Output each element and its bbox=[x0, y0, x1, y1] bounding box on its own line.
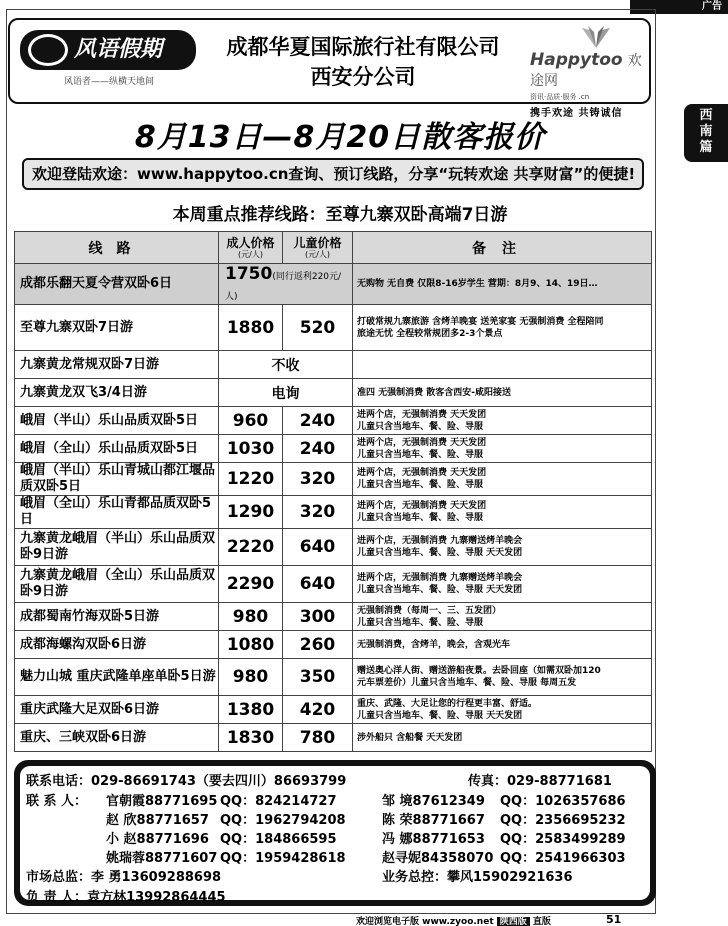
route-name: 九寨黄龙双飞3/4日游 bbox=[15, 379, 219, 407]
note-line: 涉外船只 含船餐 天天发团 bbox=[357, 732, 463, 743]
contact-phone: 029-86691743（要去四川）86693799 bbox=[91, 774, 347, 789]
contact-fax-row: 传真：029-88771681 bbox=[468, 774, 612, 789]
route-note bbox=[353, 264, 652, 305]
note-line: 无强制消费，含烤羊，晚会，含观光车 bbox=[357, 639, 511, 650]
adult-price: 1380 bbox=[219, 696, 283, 724]
contact-person: 姚瑞蓉88771607 bbox=[106, 851, 218, 866]
child-price: 780 bbox=[283, 724, 353, 752]
business-row: 业务总控：攀风15902921636 bbox=[382, 870, 573, 885]
note-line: 儿童只含当地车、餐、险、导服 bbox=[357, 617, 484, 628]
brand-cn: 欢途网 bbox=[530, 53, 642, 89]
child-price: 350 bbox=[283, 659, 353, 696]
contact-phone-row: 联系电话：029-86691743（要去四川）86693799 bbox=[26, 774, 347, 789]
note-line: 进两个店，无强制消费 九寨赠送烤羊晚会 bbox=[357, 536, 523, 546]
page-title: 8月13日—8月20日散客报价 bbox=[134, 120, 546, 155]
route-name: 峨眉（半山）乐山青城山都江堰品质双卧5日 bbox=[15, 463, 219, 496]
child-price: 420 bbox=[283, 696, 353, 724]
route-name: 成都海螺沟双卧6日游 bbox=[15, 631, 219, 659]
note-line: 打破常规九寨旅游 含烤羊晚宴 送羌家宴 无强制消费 全程陪同 bbox=[357, 316, 604, 327]
logo-text: 风语假期 bbox=[74, 37, 163, 62]
header-route: 线路 bbox=[15, 232, 219, 264]
happytoo-brand bbox=[530, 32, 650, 119]
child-price: 640 bbox=[283, 566, 353, 603]
contact-qq: QQ：2356695232 bbox=[500, 813, 626, 828]
contact-qq: QQ：2541966303 bbox=[500, 851, 626, 866]
note-line: 进两个店，无强制消费 天天发团 bbox=[357, 468, 487, 478]
logo-slogan: 风语者——纵横天地间 bbox=[64, 77, 155, 87]
note-line: 进两个店，无强制消费 天天发团 bbox=[357, 437, 487, 448]
route-note bbox=[353, 305, 652, 351]
brand-small: 资讯·品质·服务 .cn bbox=[530, 93, 590, 101]
route-note bbox=[353, 351, 652, 379]
adult-price: 1290 bbox=[219, 496, 283, 529]
table-row bbox=[15, 603, 652, 631]
note-line: 旅途无忧 全程较常规团多2-3个景点 bbox=[357, 328, 503, 339]
table-row bbox=[15, 305, 652, 351]
footer-edition: 陕西版 bbox=[497, 917, 530, 926]
contact-person: 冯 娜88771653 bbox=[382, 832, 485, 847]
contact-person: 陈 荣88771667 bbox=[382, 813, 485, 828]
note-line: 进两个店，无强制消费 天天发团 bbox=[357, 501, 487, 511]
table-row bbox=[15, 463, 652, 496]
table-row bbox=[15, 724, 652, 752]
footer-text: 欢迎浏览电子版 www.zyoo.net bbox=[356, 917, 494, 926]
child-price: 260 bbox=[283, 631, 353, 659]
route-note bbox=[353, 724, 652, 752]
note-line: 无强制消费（每周一、三、五发团） bbox=[357, 605, 502, 616]
route-note bbox=[353, 435, 652, 463]
child-price: 240 bbox=[283, 407, 353, 435]
adult-price: 960 bbox=[219, 407, 283, 435]
note-line: 元车票差价）儿童只含当地车、餐、险、导服 每周五发 bbox=[357, 678, 577, 688]
table-row bbox=[15, 696, 652, 724]
contact-person: 赵 欣88771657 bbox=[106, 813, 209, 828]
footer-kind: 直版 bbox=[532, 917, 551, 926]
note-line: 重庆、武隆、大足让您的行程更丰富、舒适。 bbox=[357, 698, 538, 709]
adult-price: 1750(同行返利220元/人) bbox=[219, 264, 353, 305]
route-note bbox=[353, 659, 652, 696]
region-tab-char: 篇 bbox=[699, 140, 713, 155]
note-line: 儿童只含当地车、餐、险、导服 bbox=[357, 513, 484, 523]
butterfly-icon bbox=[578, 26, 614, 50]
header-adult: 成人价格 (元/人) bbox=[219, 232, 283, 264]
note-line: 儿童只含当地车、餐、险、导服 bbox=[357, 480, 484, 490]
adult-price: 1220 bbox=[219, 463, 283, 496]
header-child: 儿童价格 (元/人) bbox=[283, 232, 353, 264]
market-row: 市场总监：李 勇13609288698 bbox=[26, 870, 222, 885]
route-name: 峨眉（全山）乐山品质双卧5日 bbox=[15, 435, 219, 463]
contact-person: 赵寻妮84358070 bbox=[382, 851, 494, 866]
brand-en: Happytoo bbox=[530, 50, 623, 70]
table-row bbox=[15, 435, 652, 463]
contact-fax: 029-88771681 bbox=[507, 774, 612, 789]
contact-qq: QQ：184866595 bbox=[220, 832, 337, 847]
contact-panel bbox=[14, 760, 656, 906]
child-price: 640 bbox=[283, 529, 353, 566]
ad-label: 广告 bbox=[630, 0, 728, 14]
note-line: 儿童只含当地车、餐、险、导服 天天发团 bbox=[357, 710, 523, 721]
header-note: 备注 bbox=[353, 232, 652, 264]
route-name: 峨眉（全山）乐山青都品质双卧5日 bbox=[15, 496, 219, 529]
route-name: 九寨黄龙常规双卧7日游 bbox=[15, 351, 219, 379]
route-note bbox=[353, 603, 652, 631]
adult-price: 1080 bbox=[219, 631, 283, 659]
table-header bbox=[15, 232, 652, 264]
company-line1: 成都华夏国际旅行社有限公司 bbox=[226, 35, 500, 59]
region-tab-char: 西 bbox=[699, 108, 713, 123]
route-note bbox=[353, 696, 652, 724]
note-line: 进两个店，无强制消费 天天发团 bbox=[357, 409, 487, 420]
child-price: 520 bbox=[283, 305, 353, 351]
region-tab-char: 南 bbox=[699, 124, 713, 139]
route-note bbox=[353, 407, 652, 435]
adult-price: 980 bbox=[219, 603, 283, 631]
route-note bbox=[353, 463, 652, 496]
child-price: 320 bbox=[283, 463, 353, 496]
route-name: 成都乐翻天夏令营双卧6日 bbox=[15, 264, 219, 305]
route-note bbox=[353, 631, 652, 659]
brand-tagline: 携手欢途 共铸诚信 bbox=[530, 108, 623, 119]
route-name: 九寨黄龙峨眉（半山）乐山品质双卧9日游 bbox=[15, 529, 219, 566]
recommended-line: 本周重点推荐线路：至尊九寨双卧高端7日游 bbox=[172, 205, 508, 225]
head-row: 负 责 人：袁方林13992864445 bbox=[26, 890, 226, 905]
child-price: 240 bbox=[283, 435, 353, 463]
table-row bbox=[15, 351, 652, 379]
logo-mark-icon bbox=[28, 34, 68, 66]
adult-price: 1880 bbox=[219, 305, 283, 351]
note-line: 儿童只含当地车、餐、险、导服 bbox=[357, 421, 484, 432]
table-row bbox=[15, 529, 652, 566]
adult-price: 2220 bbox=[219, 529, 283, 566]
contact-qq: QQ：1962794208 bbox=[220, 813, 346, 828]
route-note bbox=[353, 566, 652, 603]
adult-price-note: (同行返利220元/人) bbox=[225, 272, 342, 302]
business-director: 攀风15902921636 bbox=[447, 870, 573, 885]
page-number: 51 bbox=[606, 913, 622, 926]
price-table bbox=[14, 231, 652, 752]
website-banner: 欢迎登陆欢途：www.happytoo.cn查询、预订线路，分享“玩转欢途 共享财富”的便捷! bbox=[22, 158, 644, 190]
table-row bbox=[15, 379, 652, 407]
price-merged: 电询 bbox=[219, 379, 353, 407]
adult-price: 1030 bbox=[219, 435, 283, 463]
route-name: 峨眉（半山）乐山品质双卧5日 bbox=[15, 407, 219, 435]
note-line: 儿童只含当地车、餐、险、导服 天天发团 bbox=[357, 585, 523, 595]
contact-person: 官朝霞88771695 bbox=[106, 794, 218, 809]
header bbox=[8, 18, 651, 119]
table-row bbox=[15, 566, 652, 603]
contact-qq: QQ：824214727 bbox=[220, 794, 337, 809]
child-price: 300 bbox=[283, 603, 353, 631]
market-director: 李 勇13609288698 bbox=[91, 870, 222, 885]
child-price: 320 bbox=[283, 496, 353, 529]
table-row bbox=[15, 496, 652, 529]
route-name: 成都蜀南竹海双卧5日游 bbox=[15, 603, 219, 631]
route-note bbox=[353, 529, 652, 566]
table-row bbox=[15, 659, 652, 696]
route-name: 重庆、三峡双卧6日游 bbox=[15, 724, 219, 752]
table-row bbox=[15, 407, 652, 435]
adult-price: 2290 bbox=[219, 566, 283, 603]
contact-person-label: 联 系 人： bbox=[26, 794, 88, 809]
note-line: 儿童只含当地车、餐、险、导服 bbox=[357, 449, 484, 460]
note-line: 准四 无强制消费 散客含西安-咸阳接送 bbox=[357, 387, 512, 398]
route-name: 至尊九寨双卧7日游 bbox=[15, 305, 219, 351]
contact-person: 小 赵88771696 bbox=[106, 832, 209, 847]
agency-logo bbox=[20, 30, 196, 92]
company-name bbox=[198, 32, 528, 92]
head-person: 袁方林13992864445 bbox=[87, 890, 226, 905]
route-note bbox=[353, 379, 652, 407]
route-name: 魅力山城 重庆武隆单座单卧5日游 bbox=[15, 659, 219, 696]
adult-price: 980 bbox=[219, 659, 283, 696]
contact-qq: QQ：1026357686 bbox=[500, 794, 626, 809]
company-line2: 西安分公司 bbox=[310, 65, 416, 89]
adult-price: 1830 bbox=[219, 724, 283, 752]
table-row bbox=[15, 264, 652, 305]
route-name: 重庆武隆大足双卧6日游 bbox=[15, 696, 219, 724]
contact-person: 邹 境87612349 bbox=[382, 794, 485, 809]
region-tab bbox=[684, 104, 728, 162]
note-line: 儿童只含当地车、餐、险、导服 天天发团 bbox=[357, 548, 523, 558]
route-note bbox=[353, 496, 652, 529]
route-name: 九寨黄龙峨眉（全山）乐山品质双卧9日游 bbox=[15, 566, 219, 603]
table-row bbox=[15, 631, 652, 659]
contact-qq: QQ：2583499289 bbox=[500, 832, 626, 847]
contact-qq: QQ：1959428618 bbox=[220, 851, 346, 866]
note-line: 无购物 无自费 仅限8-16岁学生 营期：8月9、14、19日… bbox=[357, 279, 598, 289]
note-line: 进两个店，无强制消费 九寨赠送烤羊晚会 bbox=[357, 573, 523, 583]
price-merged: 不收 bbox=[219, 351, 353, 379]
note-line: 赠送奥心洋人街、赠送游船夜景。去卧回座（如需双卧加120 bbox=[357, 666, 601, 676]
